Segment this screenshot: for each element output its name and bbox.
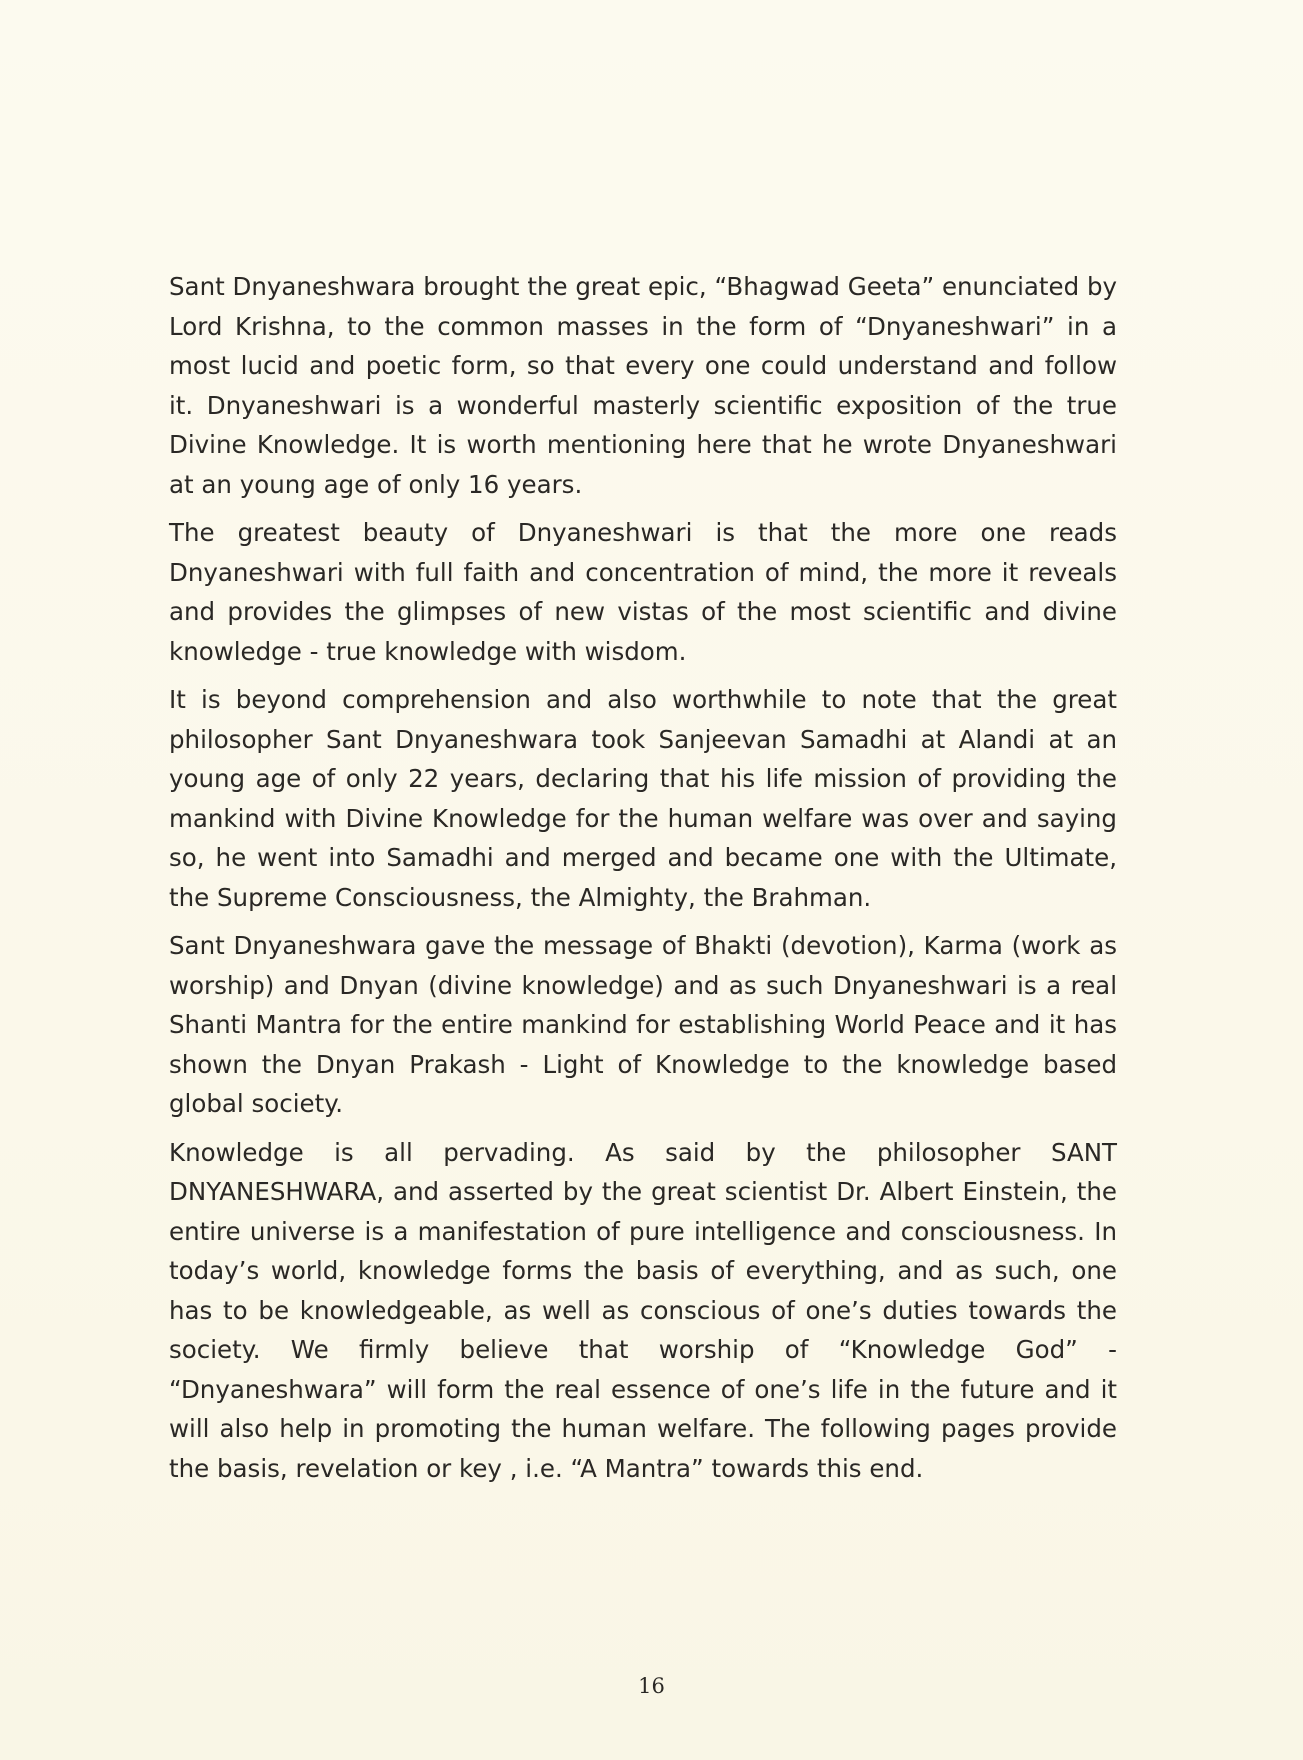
paragraph-3: It is beyond comprehension and also worthwhile to note that the great philosopher Sant Dnyaneshwara took Sanjeevan Samadhi at Alandi at an young age of only 22 years, declaring that his life mission of providing the mankind with Divine Knowledge for the human welfare was over and saying so, he went into Samadhi and merged and became one with the Ultimate, the Supreme Consciousness, the Almighty, the Brahman. xyxy=(169,685,1117,912)
page-number: 16 xyxy=(638,1674,665,1698)
body-text xyxy=(169,267,1117,1497)
paragraph-5: Knowledge is all pervading. As said by the philosopher SANT DNYANESHWARA, and asserted by the great scientist Dr. Albert Einstein, the entire universe is a manifestation of pure intelligence and consciousness. In today’s world, knowledge forms the basis of everything, and as such, one has to be knowledgeable, as well as conscious of one’s duties towards the society. We firmly believe that worship of “Knowledge God” - “Dnyaneshwara” will form the real essence of one’s life in the future and it will also help in promoting the human welfare. The following pages provide the basis, revelation or key , i.e. “A Mantra” towards this end. xyxy=(169,1137,1117,1483)
paragraph-2: The greatest beauty of Dnyaneshwari is that the more one reads Dnyaneshwari with full faith and concentration of mind, the more it reveals and provides the glimpses of new vistas of the most scientific and divine knowledge - true knowledge with wisdom. xyxy=(169,518,1117,666)
paragraph-1: Sant Dnyaneshwara brought the great epic, “Bhagwad Geeta” enunciated by Lord Krishna, to the common masses in the form of “Dnyaneshwari” in a most lucid and poetic form, so that every one could understand and follow it. Dnyaneshwari is a wonderful masterly scientific exposition of the true Divine Knowledge. It is worth mentioning here that he wrote Dnyaneshwari at an young age of only 16 years. xyxy=(169,272,1117,499)
paragraph-4: Sant Dnyaneshwara gave the message of Bhakti (devotion), Karma (work as worship) and Dnyan (divine knowledge) and as such Dnyaneshwari is a real Shanti Mantra for the entire mankind for establishing World Peace and it has shown the Dnyan Prakash - Light of Knowledge to the knowledge based global society. xyxy=(169,931,1117,1118)
